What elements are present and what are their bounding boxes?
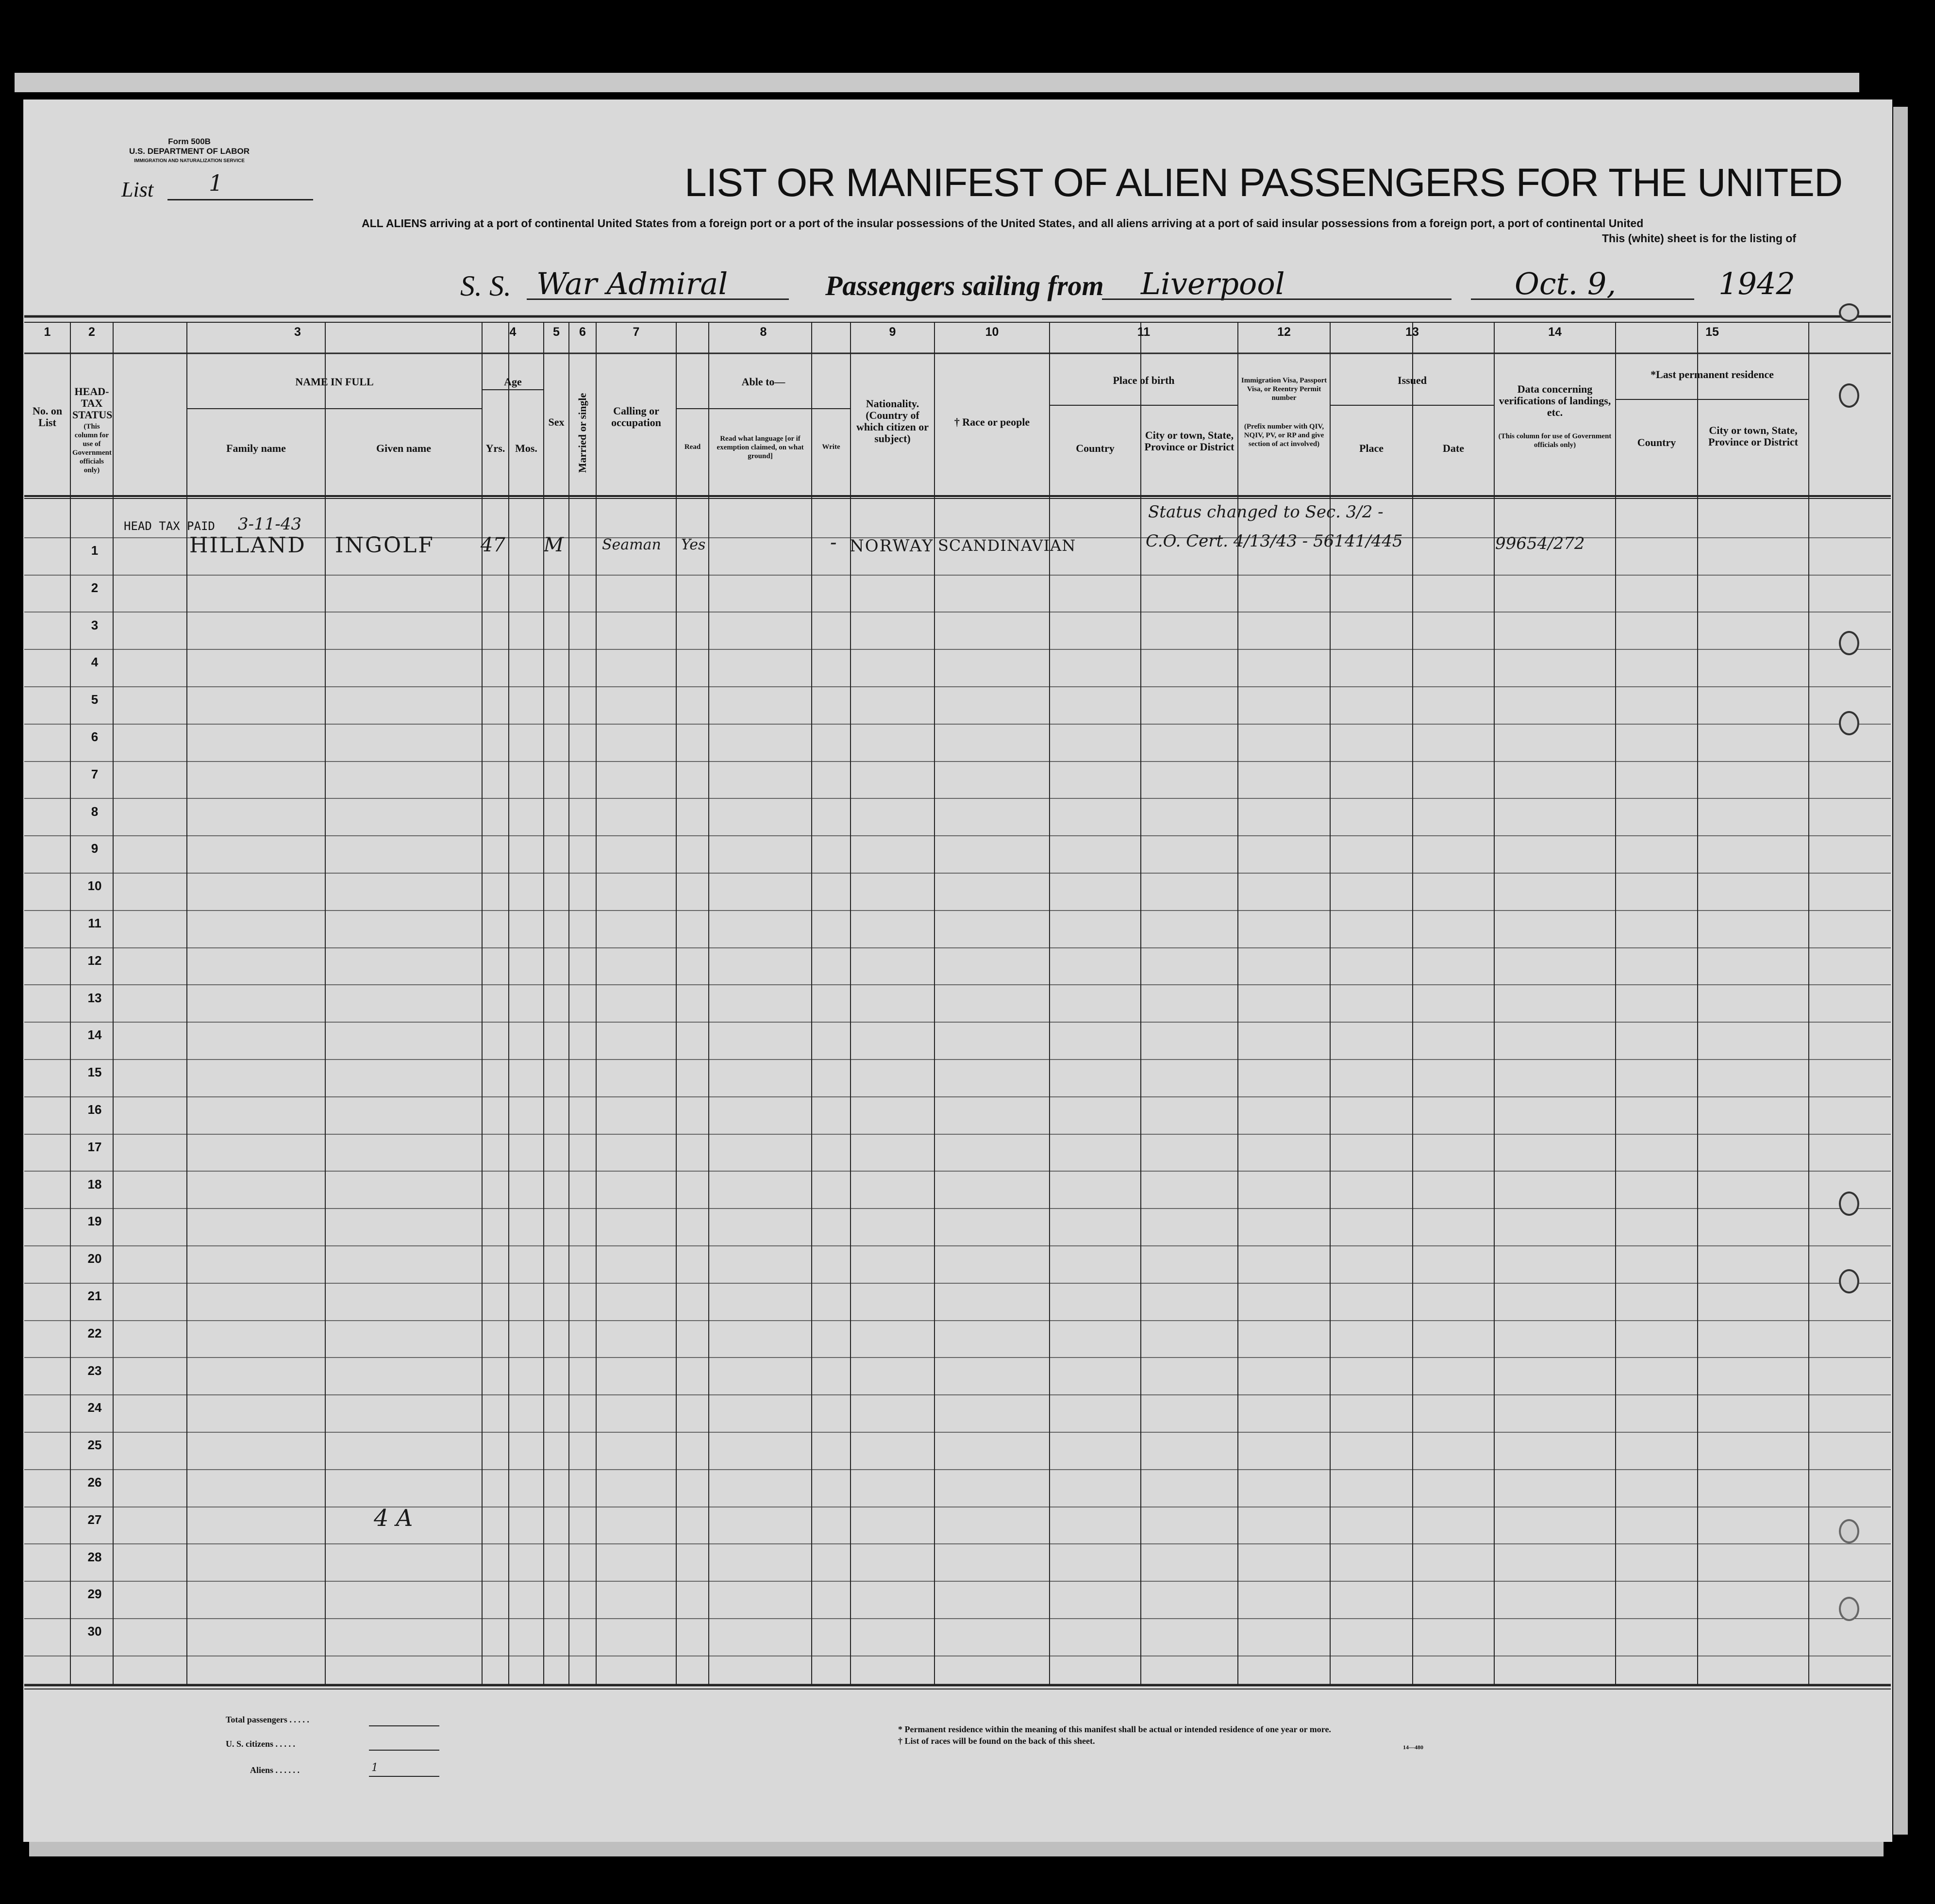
row-number: 8: [91, 804, 99, 819]
header-birth-country: Country: [1076, 442, 1115, 454]
status-annotation-line-2: C.O. Cert. 4/13/43 - 56141/445: [1146, 531, 1403, 551]
aliens-label: Aliens . . . . . .: [250, 1765, 300, 1775]
header-visa: Immigration Visa, Passport Visa, or Reentry Permit number: [1241, 377, 1327, 402]
form-number: Form 500B: [168, 137, 211, 146]
family-name-cell: HILLAND: [189, 533, 306, 558]
header-married-or-single: Married or single: [576, 393, 588, 473]
departure-port: Liverpool: [1141, 266, 1285, 301]
header-mos: Mos.: [515, 442, 537, 454]
header-family-name: Family name: [226, 442, 286, 454]
header-data-note: (This column for use of Government officials only): [1498, 432, 1612, 449]
column-number: 4: [509, 325, 517, 339]
subtitle-line-1: ALL ALIENS arriving at a port of continental United States from a foreign port or a port of the insular possessions of the United States, and all aliens arriving at a port of said insular possessions from a foreign port, a port of continental United: [362, 217, 1644, 230]
us-citizens-line: [369, 1750, 439, 1751]
age-cell: 47: [481, 534, 505, 556]
column-number: 3: [294, 325, 301, 339]
head-tax-date: 3-11-43: [238, 514, 302, 534]
list-label: List: [121, 178, 154, 201]
subtitle-line-2: This (white) sheet is for the listing of: [1602, 232, 1796, 245]
header-nationality: Nationality. (Country of which citizen or subject): [856, 397, 929, 445]
binder-hole-4: [1839, 711, 1859, 735]
row-number: 25: [87, 1438, 102, 1452]
header-data-concerning: Data concerning verifications of landings, etc.: [1499, 383, 1611, 418]
header-write: Write: [822, 443, 840, 451]
column-number: 6: [579, 325, 586, 339]
header-last-residence: *Last permanent residence: [1651, 368, 1774, 381]
column-number: 12: [1277, 325, 1291, 339]
column-number: 5: [553, 325, 560, 339]
nationality-cell: NORWAY: [850, 536, 934, 556]
column-number: 11: [1137, 325, 1151, 339]
head-tax-stamp: HEAD TAX PAID: [124, 519, 215, 533]
header-calling: Calling or occupation: [611, 405, 661, 429]
header-head-tax-note: (This column for use of Government officials only): [72, 423, 112, 474]
row-number: 2: [91, 580, 99, 595]
row-number: 13: [87, 991, 102, 1005]
row-number: 7: [91, 767, 99, 781]
header-issued-place: Place: [1359, 442, 1384, 454]
read-cell: Yes: [681, 536, 706, 553]
binder-hole-6: [1839, 1269, 1859, 1293]
row-number: 14: [87, 1027, 102, 1042]
row-number: 21: [87, 1289, 102, 1303]
header-no-on-list: No. on List: [32, 405, 63, 429]
header-visa-note: (Prefix number with QIV, NQIV, PV, or RP and give section of act involved): [1244, 423, 1324, 448]
race-cell: SCANDINAVIAN: [938, 536, 1076, 555]
total-passengers-line: [369, 1725, 439, 1726]
write-cell: -: [830, 531, 837, 554]
row-number: 19: [87, 1214, 102, 1228]
row-number: 18: [87, 1177, 102, 1192]
list-number: 1: [209, 170, 223, 196]
header-yrs: Yrs.: [485, 442, 505, 454]
header-issued-date: Date: [1443, 442, 1464, 454]
occupation-cell: Seaman: [602, 536, 661, 553]
row-number: 6: [91, 729, 99, 744]
header-birth-city: City or town, State, Province or District: [1144, 429, 1234, 453]
row-number: 23: [87, 1363, 102, 1378]
marital-cell: M: [544, 534, 564, 556]
binder-hole-2: [1839, 383, 1859, 408]
races-footnote: † List of races will be found on the back of this sheet.: [898, 1736, 1095, 1746]
stray-mark: 4 A: [374, 1505, 413, 1532]
row-number: 29: [87, 1587, 102, 1601]
binder-hole-3: [1839, 631, 1859, 655]
column-number: 9: [889, 325, 896, 339]
departure-date: Oct. 9,: [1515, 266, 1617, 301]
row-number: 12: [87, 953, 102, 968]
header-residence-country: Country: [1637, 436, 1676, 448]
given-name-cell: INGOLF: [335, 533, 434, 558]
aliens-line: [369, 1776, 439, 1777]
binder-hole-7: [1839, 1519, 1859, 1543]
form-code: 14—480: [1403, 1744, 1423, 1751]
header-place-of-birth: Place of birth: [1113, 374, 1175, 386]
departure-year: 1942: [1718, 266, 1795, 301]
header-age: Age: [504, 376, 522, 388]
column-number: 2: [88, 325, 95, 339]
header-name-in-full: NAME IN FULL: [295, 376, 374, 388]
row-number: 20: [87, 1251, 102, 1266]
header-residence-city: City or town, State, Province or District: [1708, 424, 1798, 448]
header-given-name: Given name: [376, 442, 432, 454]
column-number: 13: [1405, 325, 1419, 339]
ship-prefix: S. S.: [460, 270, 511, 302]
binder-hole-8: [1839, 1597, 1859, 1621]
row-number: 11: [88, 916, 101, 930]
aliens-value: 1: [371, 1762, 378, 1774]
residence-footnote: * Permanent residence within the meaning of this manifest shall be actual or intended residence of one year or more.: [898, 1724, 1331, 1734]
row-number: 27: [87, 1512, 102, 1527]
department-name: U.S. DEPARTMENT OF LABOR: [129, 147, 250, 156]
row-number: 15: [87, 1065, 102, 1079]
verification-cell: 99654/272: [1495, 534, 1585, 553]
us-citizens-label: U. S. citizens . . . . .: [226, 1739, 295, 1749]
row-number: 24: [87, 1400, 102, 1415]
row-number: 1: [91, 543, 99, 558]
header-sex: Sex: [548, 416, 565, 428]
header-race: † Race or people: [954, 416, 1030, 428]
row-number: 26: [87, 1475, 102, 1490]
column-number: 14: [1548, 325, 1562, 339]
row-number: 9: [91, 841, 99, 856]
row-number: 22: [87, 1326, 102, 1341]
status-annotation-line-1: Status changed to Sec. 3/2 -: [1148, 502, 1384, 522]
service-name: IMMIGRATION AND NATURALIZATION SERVICE: [134, 158, 245, 164]
column-number: 10: [985, 325, 999, 339]
row-number: 28: [87, 1550, 102, 1564]
column-number: 15: [1705, 325, 1719, 339]
header-able-to: Able to—: [741, 376, 785, 388]
column-number: 1: [44, 325, 51, 339]
binder-hole-1: [1839, 303, 1859, 322]
row-number: 10: [87, 878, 102, 893]
row-number: 4: [91, 655, 99, 669]
sailing-label: Passengers sailing from: [825, 270, 1104, 301]
total-passengers-label: Total passengers . . . . .: [226, 1715, 309, 1724]
header-head-tax: HEAD-TAX STATUS: [72, 385, 113, 421]
header-read-language: Read what language [or if exemption claimed, on what ground]: [717, 435, 804, 460]
column-number: 7: [633, 325, 640, 339]
binder-hole-5: [1839, 1192, 1859, 1216]
page-title: LIST OR MANIFEST OF ALIEN PASSENGERS FOR THE UNITED: [684, 161, 1843, 205]
row-number: 3: [91, 618, 99, 632]
row-number: 17: [87, 1140, 102, 1154]
row-number: 5: [91, 692, 99, 707]
header-read: Read: [684, 443, 701, 451]
row-number: 30: [87, 1624, 102, 1639]
header-issued: Issued: [1398, 374, 1427, 386]
row-number: 16: [87, 1102, 102, 1117]
column-number: 8: [760, 325, 767, 339]
ship-name: War Admiral: [536, 266, 728, 301]
